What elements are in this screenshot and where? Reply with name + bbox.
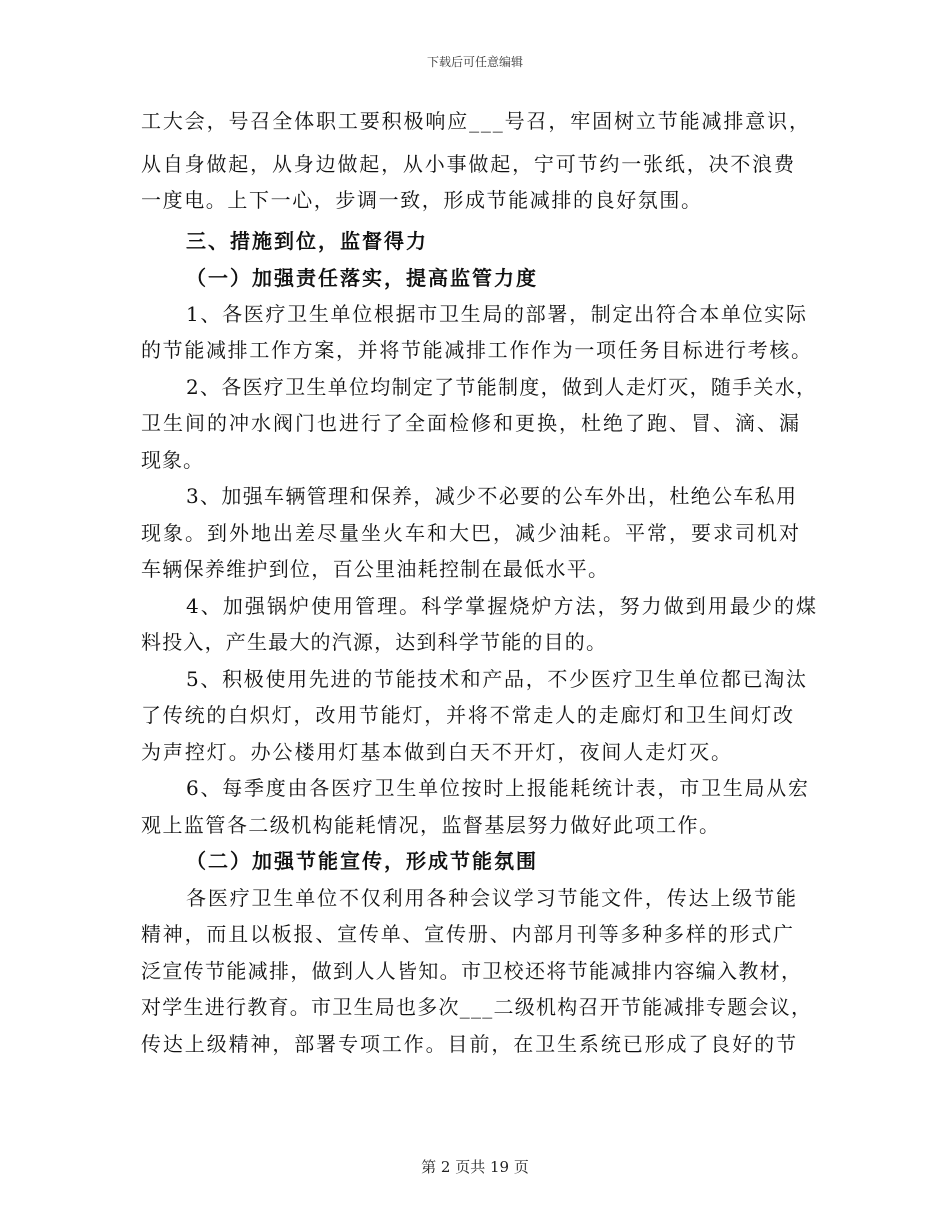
paragraph-line: 车辆保养维护到位，百公里油耗控制在最低水平。 <box>141 557 610 581</box>
page-header: 下载后可任意编辑 <box>426 55 523 69</box>
paragraph-line: 传达上级精神，部署专项工作。目前，在卫生系统已形成了良好的节 <box>141 1032 798 1056</box>
paragraph-line: 6、每季度由各医疗卫生单位按时上报能耗统计表，市卫生局从宏 <box>186 776 810 800</box>
paragraph-line: 为声控灯。办公楼用灯基本做到白天不开灯，夜间人走灯灭。 <box>141 740 733 764</box>
paragraph-line: 卫生间的冲水阀门也进行了全面检修和更换，杜绝了跑、冒、滴、漏 <box>141 411 801 435</box>
paragraph-line: 的节能减排工作方案，并将节能减排工作作为一项任务目标进行考核。 <box>141 338 813 362</box>
paragraph-line: 从自身做起，从身边做起，从小事做起，宁可节约一张纸，决不浪费 <box>141 152 796 176</box>
paragraph-line: 对学生进行教育。市卫生局也多次___二级机构召开节能减排专题会议， <box>141 995 813 1019</box>
paragraph-line: 5、积极使用先进的节能技术和产品，不少医疗卫生单位都已淘汰 <box>186 667 808 691</box>
paragraph-line: 精神，而且以板报、宣传单、宣传册、内部月刊等多种多样的形式广 <box>141 922 795 946</box>
paragraph-line: 4、加强锅炉使用管理。科学掌握烧炉方法，努力做到用最少的煤 <box>186 594 819 618</box>
paragraph-line: 1、各医疗卫生单位根据市卫生局的部署，制定出符合本单位实际 <box>186 302 808 326</box>
paragraph-line: 现象。 <box>141 448 204 472</box>
section-heading: 三、措施到位，监督得力 <box>186 229 428 253</box>
paragraph-line: 观上监管各二级机构能耗情况，监督基层努力做好此项工作。 <box>141 813 721 837</box>
subsection-heading: （一）加强责任落实，提高监管力度 <box>186 266 538 290</box>
paragraph-line: 3、加强车辆管理和保养，减少不必要的公车外出，杜绝公车私用 <box>186 484 798 508</box>
paragraph-line: 2、各医疗卫生单位均制定了节能制度，做到人走灯灭，随手关水， <box>186 375 818 399</box>
paragraph-line: 料投入，产生最大的汽源，达到科学节能的目的。 <box>141 630 608 654</box>
paragraph-line: 一度电。上下一心，步调一致，形成节能减排的良好氛围。 <box>141 188 703 212</box>
subsection-heading: （二）加强节能宣传，形成节能氛围 <box>186 849 538 873</box>
paragraph-line: 各医疗卫生单位不仅利用各种会议学习节能文件，传达上级节能 <box>186 886 798 910</box>
paragraph-line: 工大会，号召全体职工要积极响应___号召，牢固树立节能减排意识， <box>141 109 811 133</box>
page-footer: 第 2 页共 19 页 <box>421 1158 529 1176</box>
paragraph-line: 泛宣传节能减排，做到人人皆知。市卫校还将节能减排内容编入教材， <box>141 959 803 983</box>
paragraph-line: 了传统的白炽灯，改用节能灯，并将不常走人的走廊灯和卫生间灯改 <box>141 703 795 727</box>
paragraph-line: 现象。到外地出差尽量坐火车和大巴，减少油耗。平常，要求司机对 <box>141 521 801 545</box>
